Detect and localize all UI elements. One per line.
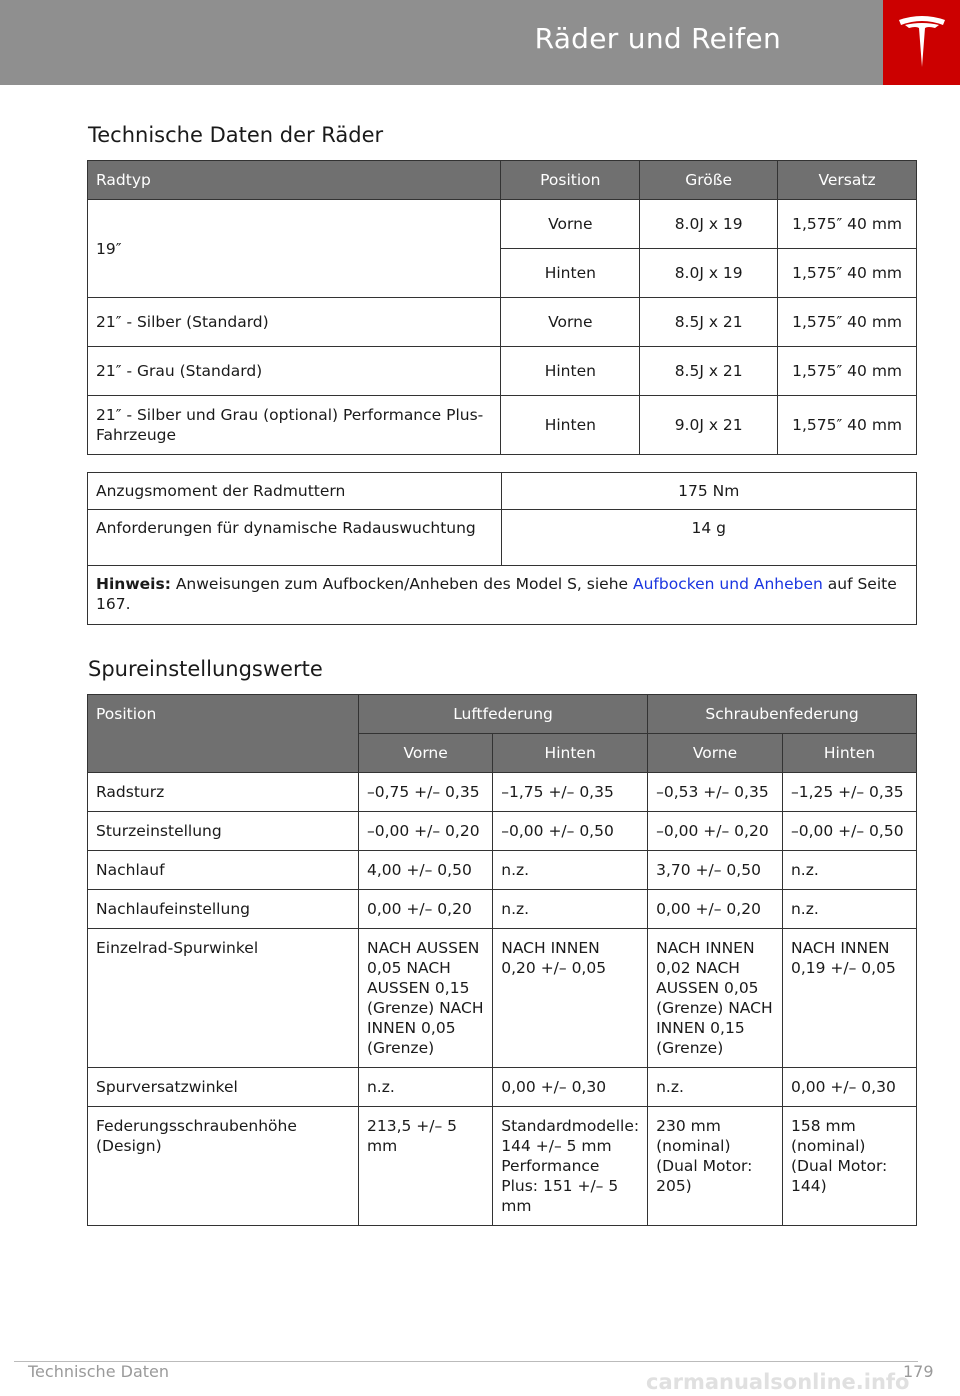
offset-cell: 1,575″ 40 mm xyxy=(778,347,917,396)
parameter-cell: Sturzeinstellung xyxy=(88,812,359,851)
value-cell: NACH AUSSEN 0,05 NACH AUSSEN 0,15 (Grenze) NACH INNEN 0,05 (Grenze) xyxy=(358,929,492,1068)
parameter-cell: Spurversatzwinkel xyxy=(88,1068,359,1107)
value-cell: 0,00 +/– 0,30 xyxy=(782,1068,916,1107)
position-cell: Vorne xyxy=(501,298,640,347)
column-header: Größe xyxy=(640,161,778,200)
table-row xyxy=(88,396,917,455)
wheel-type-cell: 21″ - Silber (Standard) xyxy=(88,298,501,347)
note-label: Hinweis: xyxy=(96,575,171,593)
footer-section-name: Technische Daten xyxy=(28,1362,170,1381)
offset-cell: 1,575″ 40 mm xyxy=(778,298,917,347)
table-row xyxy=(88,773,917,812)
torque-value: 175 Nm xyxy=(501,473,916,510)
value-cell: 4,00 +/– 0,50 xyxy=(358,851,492,890)
column-header: Position xyxy=(501,161,640,200)
column-subheader: Hinten xyxy=(493,734,648,773)
table-header-row xyxy=(88,695,917,734)
table-row xyxy=(88,929,917,1068)
brand-logo-box xyxy=(883,0,960,85)
value-cell: n.z. xyxy=(648,1068,783,1107)
note-text: Anweisungen zum Aufbocken/Anheben des Model S, siehe xyxy=(170,575,633,593)
column-header: Position xyxy=(88,695,359,773)
value-cell: –1,25 +/– 0,35 xyxy=(782,773,916,812)
size-cell: 8.5J x 21 xyxy=(640,347,778,396)
table-row xyxy=(88,473,917,510)
value-cell: –0,75 +/– 0,35 xyxy=(358,773,492,812)
position-cell: Hinten xyxy=(501,347,640,396)
value-cell: n.z. xyxy=(358,1068,492,1107)
wheel-type-cell: 19″ xyxy=(88,200,501,298)
offset-cell: 1,575″ 40 mm xyxy=(778,200,917,249)
wheel-type-cell: 21″ - Grau (Standard) xyxy=(88,347,501,396)
parameter-cell: Nachlauf xyxy=(88,851,359,890)
size-cell: 9.0J x 21 xyxy=(640,396,778,455)
value-cell: NACH INNEN 0,20 +/– 0,05 xyxy=(493,929,648,1068)
value-cell: 0,00 +/– 0,20 xyxy=(648,890,783,929)
note-link[interactable]: Aufbocken und Anheben xyxy=(632,575,823,593)
value-cell: 0,00 +/– 0,30 xyxy=(493,1068,648,1107)
parameter-cell: Einzelrad-Spurwinkel xyxy=(88,929,359,1068)
alignment-table xyxy=(87,694,917,1226)
value-cell: 213,5 +/– 5 mm xyxy=(358,1107,492,1226)
wheel-spec-table xyxy=(87,160,917,455)
value-cell: NACH INNEN 0,19 +/– 0,05 xyxy=(782,929,916,1068)
value-cell: n.z. xyxy=(782,890,916,929)
table-row xyxy=(88,298,917,347)
value-cell: 230 mm (nominal) (Dual Motor: 205) xyxy=(648,1107,783,1226)
note-cell xyxy=(88,566,917,625)
value-cell: n.z. xyxy=(493,890,648,929)
table-row xyxy=(88,347,917,396)
table-row xyxy=(88,200,917,249)
value-cell: 3,70 +/– 0,50 xyxy=(648,851,783,890)
wheels-section-title: Technische Daten der Räder xyxy=(88,123,384,147)
parameter-cell: Federungsschraubenhöhe (Design) xyxy=(88,1107,359,1226)
column-subheader: Vorne xyxy=(648,734,783,773)
table-row xyxy=(88,812,917,851)
offset-cell: 1,575″ 40 mm xyxy=(778,249,917,298)
watermark: carmanualsonline.info xyxy=(646,1370,910,1394)
value-cell: –0,00 +/– 0,50 xyxy=(782,812,916,851)
page-header xyxy=(0,0,883,85)
size-cell: 8.5J x 21 xyxy=(640,298,778,347)
torque-table xyxy=(87,472,917,625)
table-header-row xyxy=(88,161,917,200)
table-row xyxy=(88,1068,917,1107)
column-header: Versatz xyxy=(778,161,917,200)
balance-value: 14 g xyxy=(501,510,916,566)
tesla-logo-icon xyxy=(897,13,947,69)
column-subheader: Hinten xyxy=(782,734,916,773)
parameter-cell: Nachlaufeinstellung xyxy=(88,890,359,929)
value-cell: –0,00 +/– 0,20 xyxy=(648,812,783,851)
size-cell: 8.0J x 19 xyxy=(640,249,778,298)
alignment-body xyxy=(88,773,917,1226)
column-group-header: Luftfederung xyxy=(358,695,647,734)
wheel-type-cell: 21″ - Silber und Grau (optional) Performance Plus-Fahrzeuge xyxy=(88,396,501,455)
offset-cell: 1,575″ 40 mm xyxy=(778,396,917,455)
note-after: auf Seite 167. xyxy=(96,575,897,613)
footer-page-number: 179 xyxy=(903,1362,934,1381)
position-cell: Hinten xyxy=(501,249,640,298)
value-cell: –1,75 +/– 0,35 xyxy=(493,773,648,812)
header-title: Räder und Reifen xyxy=(534,22,781,55)
column-group-header: Schraubenfederung xyxy=(648,695,917,734)
position-cell: Vorne xyxy=(501,200,640,249)
value-cell: n.z. xyxy=(493,851,648,890)
position-cell: Hinten xyxy=(501,396,640,455)
size-cell: 8.0J x 19 xyxy=(640,200,778,249)
value-cell: –0,53 +/– 0,35 xyxy=(648,773,783,812)
parameter-cell: Radsturz xyxy=(88,773,359,812)
value-cell: NACH INNEN 0,02 NACH AUSSEN 0,05 (Grenze) NACH INNEN 0,15 (Grenze) xyxy=(648,929,783,1068)
column-subheader: Vorne xyxy=(358,734,492,773)
balance-label: Anforderungen für dynamische Radauswuchtung xyxy=(88,510,502,566)
table-row xyxy=(88,851,917,890)
value-cell: –0,00 +/– 0,50 xyxy=(493,812,648,851)
table-row xyxy=(88,1107,917,1226)
value-cell: 0,00 +/– 0,20 xyxy=(358,890,492,929)
value-cell: Standardmodelle: 144 +/– 5 mm Performance Plus: 151 +/– 5 mm xyxy=(493,1107,648,1226)
table-row xyxy=(88,510,917,566)
alignment-section-title: Spureinstellungswerte xyxy=(88,657,323,681)
value-cell: 158 mm (nominal) (Dual Motor: 144) xyxy=(782,1107,916,1226)
value-cell: –0,00 +/– 0,20 xyxy=(358,812,492,851)
torque-label: Anzugsmoment der Radmuttern xyxy=(88,473,502,510)
value-cell: n.z. xyxy=(782,851,916,890)
table-row xyxy=(88,566,917,625)
table-row xyxy=(88,890,917,929)
column-header: Radtyp xyxy=(88,161,501,200)
